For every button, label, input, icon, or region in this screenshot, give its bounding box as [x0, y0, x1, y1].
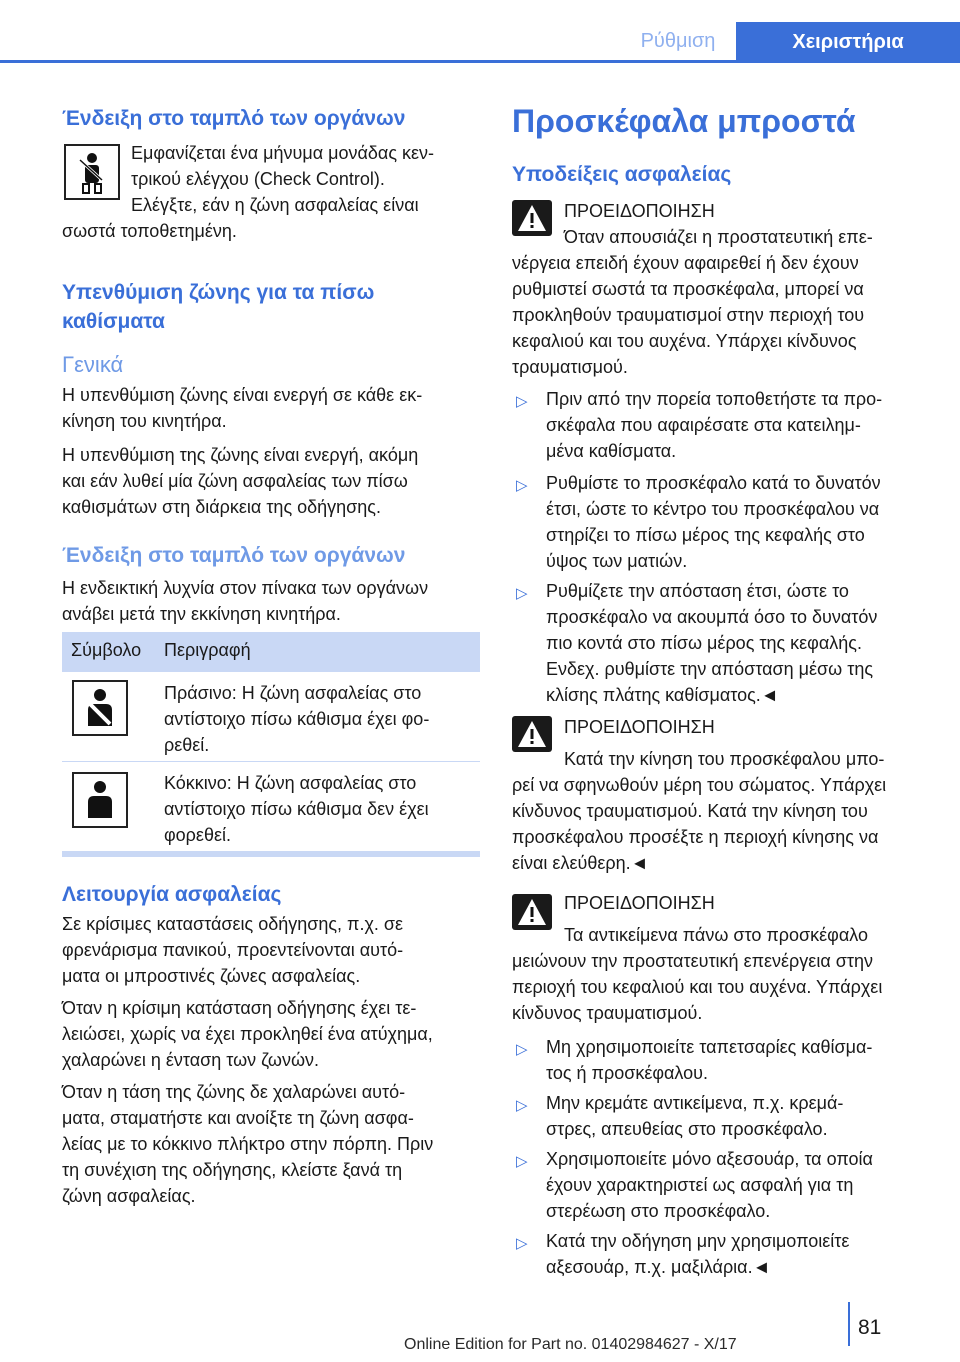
bullet-triangle-icon: ▷ [516, 1097, 528, 1114]
text-line: Ενδεχ. ρυθμίστε την απόσταση μέσω της [546, 659, 874, 679]
warning-2-first-line: Κατά την κίνηση του προσκέφαλου μπο‐ [564, 749, 885, 769]
text-line: τη συνέχιση της οδήγησης, κλείστε ξανά τη [62, 1160, 403, 1180]
text-line: φορεθεί. [164, 825, 231, 845]
text-line: πιο κοντά στο πίσω μέρος της κεφαλής. [546, 633, 862, 653]
text-line: Χρησιμοποιείτε μόνο αξεσουάρ, τα οποία [546, 1149, 873, 1169]
sec1-line: τρικού ελέγχου (Check Control). [131, 169, 385, 189]
sec4-paragraph-1 [62, 911, 480, 989]
seatbelt-warning-icon [64, 144, 120, 200]
bullet-triangle-icon: ▷ [516, 1235, 528, 1252]
text-line: ματα, σταματήστε και ανοίξτε τη ζώνη ασφα‐ [62, 1108, 414, 1128]
warning-triangle-icon [512, 894, 552, 930]
text-line: λειώσει, χωρίς να έχει προκληθεί ένα ατύχημα, [62, 1024, 433, 1044]
list-item [546, 1146, 936, 1224]
text-line: λείας με το κόκκινο πλήκτρο στην πόρπη. Πριν [62, 1134, 434, 1154]
text-line: Πράσινο: Η ζώνη ασφαλείας στο [164, 683, 422, 703]
bullet-triangle-icon: ▷ [516, 393, 528, 410]
warning-label: ΠΡΟΕΙΔΟΠΟΙΗΣΗ [564, 717, 715, 737]
warning-2-text [512, 772, 932, 876]
subsection-title-general: Γενικά [62, 352, 124, 377]
text-line: Πριν από την πορεία τοποθετήστε τα προ‐ [546, 389, 883, 409]
sec1-line: Εμφανίζεται ένα μήνυμα μονάδας κεν‐ [131, 143, 435, 163]
text-line: Όταν η κρίσιμη κατάσταση οδήγησης έχει τε‐ [62, 998, 417, 1018]
text-line: Όταν η τάση της ζώνης δε χαλαρώνει αυτό‐ [62, 1082, 406, 1102]
text-line: ματα οι μπροστινές ζώνες ασφαλείας. [62, 966, 361, 986]
tab-operation[interactable]: Χειριστήρια [736, 22, 960, 62]
text-line: τραυματισμού. [512, 357, 628, 377]
warning-1-text [512, 250, 932, 380]
header-rule [0, 60, 960, 63]
warning-triangle-icon [512, 200, 552, 236]
text-line: στερέωση στο προσκέφαλο. [546, 1201, 771, 1221]
text-line: Ρυθμίστε το προσκέφαλο κατά το δυνατόν [546, 473, 881, 493]
text-line: ύψος των ματιών. [546, 551, 688, 571]
text-line: σκέφαλα που αφαιρέσατε στα κατειλημ‐ [546, 415, 861, 435]
table-row-2-description [164, 770, 480, 848]
text-line: Σε κρίσιμες καταστάσεις οδήγησης, π.χ. σε [62, 914, 404, 934]
text-line: προσκέφαλου προσέξτε η περιοχή κίνησης να [512, 827, 879, 847]
table-row-separator [62, 761, 480, 762]
title-line: καθίσματα [62, 310, 165, 333]
text-line: αξεσουάρ, π.χ. μαξιλάρια.◄ [546, 1257, 771, 1277]
text-line: Η υπενθύμιση ζώνης είναι ενεργή σε κάθε εκ‐ [62, 385, 423, 405]
table-row-1-description [164, 680, 480, 758]
edition-footer: Online Edition for Part no. 01402984627 - X/17 [404, 1336, 737, 1353]
text-line: έτσι, ώστε το κέντρο του προσκέφαλου να [546, 499, 880, 519]
text-line: αντίστοιχο πίσω κάθισμα έχει φο‐ [164, 709, 430, 729]
subtitle-safety-notes: Υποδείξεις ασφαλείας [512, 163, 732, 186]
text-line: ρεί να σφηνωθούν μέρη του σώματος. Υπάρχει [512, 775, 887, 795]
sec3-paragraph [62, 575, 480, 627]
warning-1-first-line: Όταν απουσιάζει η προστατευτική επε‐ [564, 227, 873, 247]
text-line: προκληθούν τραυματισμοί στην περιοχή του [512, 305, 865, 325]
text-line: και εάν λυθεί μία ζώνη ασφαλείας των πίσω [62, 471, 408, 491]
bullet-triangle-icon: ▷ [516, 585, 528, 602]
page-title-front-headrests: Προσκέφαλα μπροστά [512, 103, 856, 139]
sec1-text [131, 140, 481, 218]
text-line: Κατά την οδήγηση μην χρησιμοποιείτε [546, 1231, 850, 1251]
bullet-triangle-icon: ▷ [516, 1153, 528, 1170]
table-col-description: Περιγραφή [164, 640, 251, 660]
section-title-safety-function: Λειτουργία ασφαλείας [62, 883, 282, 906]
text-line: κεφαλιού και του αυχένα. Υπάρχει κίνδυνος [512, 331, 857, 351]
text-line: ανάβει μετά την εκκίνηση κινητήρα. [62, 604, 341, 624]
text-line: Κόκκινο: Η ζώνη ασφαλείας στο [164, 773, 417, 793]
section-title-instrument-display: Ένδειξη στο ταμπλό των οργάνων [62, 107, 406, 130]
text-line: μειώνουν την προστατευτική επενέργεια στην [512, 951, 873, 971]
page-number-rule [848, 1302, 850, 1346]
section-title-rear-belt-reminder [62, 278, 374, 336]
warning-triangle-icon [512, 716, 552, 752]
text-line: Η ενδεικτική λυχνία στον πίνακα των οργάνων [62, 578, 429, 598]
warning-3-text [512, 948, 932, 1026]
table-header [62, 632, 480, 672]
text-line: αντίστοιχο πίσω κάθισμα δεν έχει [164, 799, 429, 819]
text-line: ρυθμιστεί σωστά τα προσκέφαλα, μπορεί να [512, 279, 864, 299]
page-number: 81 [858, 1316, 882, 1339]
text-line: Μη χρησιμοποιείτε ταπετσαρίες καθίσμα‐ [546, 1037, 873, 1057]
list-item [546, 1090, 936, 1142]
text-line: κλίσης πλάτης καθίσματος.◄ [546, 685, 779, 705]
text-line: περιοχή του κεφαλιού και του αυχένα. Υπάρχει [512, 977, 883, 997]
page-header [0, 0, 960, 62]
text-line: νέργεια επειδή έχουν αφαιρεθεί ή δεν έχουν [512, 253, 859, 273]
text-line: χαλαρώνει η ένταση των ζωνών. [62, 1050, 319, 1070]
list-item [546, 1228, 936, 1280]
text-line: έχουν χαρακτηριστεί ως ασφαλή για τη [546, 1175, 854, 1195]
text-line: προσκέφαλο να ακουμπά όσο το δυνατόν [546, 607, 878, 627]
list-item [546, 386, 936, 464]
text-line: ρεθεί. [164, 735, 210, 755]
rear-belt-unfastened-icon [72, 772, 128, 828]
text-line: ζώνη ασφαλείας. [62, 1186, 196, 1206]
rear-belt-fastened-icon [72, 680, 128, 736]
text-line: μένα καθίσματα. [546, 441, 677, 461]
text-line: κίνηση του κινητήρα. [62, 411, 227, 431]
bullet-triangle-icon: ▷ [516, 1041, 528, 1058]
text-line: καθισμάτων στη διάρκεια της οδήγησης. [62, 497, 381, 517]
table-bottom-rule [62, 851, 480, 857]
table-col-symbol: Σύμβολο [71, 640, 142, 660]
tab-setup[interactable]: Ρύθμιση [640, 30, 716, 52]
text-line: στηρίζει το πίσω μέρος της κεφαλής στο [546, 525, 865, 545]
general-paragraph-1 [62, 382, 480, 434]
text-line: τος ή προσκέφαλου. [546, 1063, 709, 1083]
warning-label: ΠΡΟΕΙΔΟΠΟΙΗΣΗ [564, 201, 715, 221]
title-line: Υπενθύμιση ζώνης για τα πίσω [62, 281, 375, 304]
text-line: είναι ελεύθερη.◄ [512, 853, 649, 873]
list-item [546, 1034, 936, 1086]
sec4-paragraph-3 [62, 1079, 480, 1209]
bullet-triangle-icon: ▷ [516, 477, 528, 494]
warning-3-first-line: Τα αντικείμενα πάνω στο προσκέφαλο [564, 925, 868, 945]
sec1-line: Ελέγξτε, εάν η ζώνη ασφαλείας είναι [131, 195, 419, 215]
list-item [546, 470, 936, 574]
text-line: κίνδυνος τραυματισμού. Κατά την κίνηση του [512, 801, 868, 821]
text-line: Μην κρεμάτε αντικείμενα, π.χ. κρεμά‐ [546, 1093, 844, 1113]
warning-label: ΠΡΟΕΙΔΟΠΟΙΗΣΗ [564, 893, 715, 913]
text-line: Η υπενθύμιση της ζώνης είναι ενεργή, ακόμη [62, 445, 419, 465]
subsection-title-instrument-display: Ένδειξη στο ταμπλό των οργάνων [62, 544, 406, 567]
text-line: φρενάρισμα πανικού, προεντείνονται αυτό‐ [62, 940, 404, 960]
general-paragraph-2 [62, 442, 480, 520]
sec1-line-last: σωστά τοποθετημένη. [62, 221, 237, 241]
text-line: στρες, απευθείας στο προσκέφαλο. [546, 1119, 828, 1139]
text-line: Ρυθμίζετε την απόσταση έτσι, ώστε το [546, 581, 849, 601]
text-line: κίνδυνος τραυματισμού. [512, 1003, 703, 1023]
list-item [546, 578, 936, 708]
sec4-paragraph-2 [62, 995, 480, 1073]
